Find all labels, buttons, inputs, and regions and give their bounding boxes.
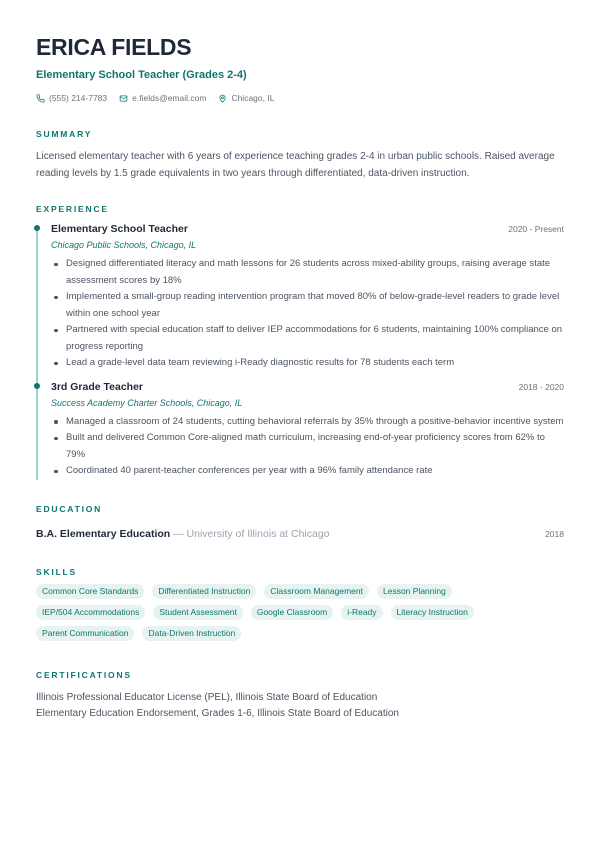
job-bullet: Managed a classroom of 24 students, cutting behavioral referrals by 35% through a positive-behavior incentive system: [51, 414, 564, 431]
skill-chip: IEP/504 Accommodations: [36, 605, 145, 620]
job-title-subtitle: Elementary School Teacher (Grades 2-4): [36, 69, 247, 81]
contact-phone: [36, 93, 107, 103]
job-bullet: Lead a grade-level data team reviewing i-Ready diagnostic results for 78 students each term: [51, 355, 564, 372]
job-dates: 2020 - Present: [508, 224, 564, 234]
job-bullet: Implemented a small-group reading intervention program that moved 80% of below-grade-level readers to grade level within one school year: [51, 289, 564, 322]
job-bullet: Partnered with special education staff to deliver IEP accommodations for 6 students, maintaining 100% compliance on progress reporting: [51, 322, 564, 355]
job-company: Chicago Public Schools, Chicago, IL: [51, 240, 197, 250]
summary-text: Licensed elementary teacher with 6 years of experience teaching grades 2-4 in urban public schools. Raised average reading levels by 1.5 grade equivalents in two years through differentiated, data-driven instruction.: [36, 151, 555, 179]
skills-heading: SKILLS: [36, 566, 78, 577]
job-dates: 2018 - 2020: [518, 381, 564, 392]
job-entry: [36, 222, 564, 372]
skill-chip: Data-Driven Instruction: [142, 626, 241, 641]
email-text: e.fields@email.com: [132, 93, 207, 103]
skill-chip: Student Assessment: [153, 605, 243, 620]
job-bullets: [51, 256, 564, 372]
job-bullet: Designed differentiated literacy and math lessons for 26 students across mixed-ability groups, raising average state assessment scores by 18%: [51, 256, 564, 289]
experience-heading: EXPERIENCE: [36, 204, 109, 214]
job-title: 3rd Grade Teacher: [51, 380, 144, 393]
experience-timeline: [36, 222, 564, 480]
education-year: 2018: [545, 528, 564, 539]
job-bullet: Coordinated 40 parent-teacher conferences per year with a 96% family attendance rate: [51, 463, 564, 480]
certifications-list: [36, 690, 564, 723]
candidate-name: ERICA FIELDS: [36, 34, 192, 60]
job-company: Success Academy Charter Schools, Chicago, IL: [51, 397, 243, 408]
education-separator: —: [170, 527, 187, 540]
education-school: University of Illinois at Chicago: [186, 527, 330, 540]
contact-email: [119, 93, 206, 103]
certification-item: Illinois Professional Educator License (PEL), Illinois State Board of Education: [36, 691, 378, 703]
skill-chip: Literacy Instruction: [391, 605, 474, 620]
education-degree: B.A. Elementary Education: [36, 527, 171, 540]
mail-icon: [119, 94, 128, 103]
phone-icon: [36, 94, 45, 103]
timeline-dot: [34, 225, 40, 231]
skill-chip: Parent Communication: [36, 626, 134, 641]
contact-location: [218, 93, 274, 103]
job-bullet: Built and delivered Common Core-aligned math curriculum, increasing end-of-year proficiency scores from 62% to 79%: [51, 430, 564, 463]
skill-chip: Lesson Planning: [377, 584, 452, 599]
phone-text: (555) 214-7783: [49, 93, 108, 103]
summary-heading: SUMMARY: [36, 129, 93, 139]
map-pin-icon: [218, 94, 227, 103]
contact-row: [36, 91, 564, 105]
skills-list: [36, 584, 556, 647]
job-title: Elementary School Teacher: [51, 223, 188, 235]
certifications-heading: CERTIFICATIONS: [36, 669, 132, 680]
job-entry: [36, 380, 564, 480]
job-bullets: [51, 414, 564, 480]
skill-chip: Classroom Management: [264, 584, 369, 599]
education-heading: EDUCATION: [36, 503, 103, 514]
skill-chip: Google Classroom: [251, 605, 333, 620]
location-text: Chicago, IL: [231, 93, 275, 103]
skill-chip: Differentiated Instruction: [152, 584, 256, 599]
certification-item: Elementary Education Endorsement, Grades 1-6, Illinois State Board of Education: [36, 708, 399, 719]
skill-chip: Common Core Standards: [36, 584, 144, 599]
timeline-dot: [34, 383, 40, 389]
skill-chip: i-Ready: [341, 605, 382, 620]
education-entry: [36, 524, 564, 542]
